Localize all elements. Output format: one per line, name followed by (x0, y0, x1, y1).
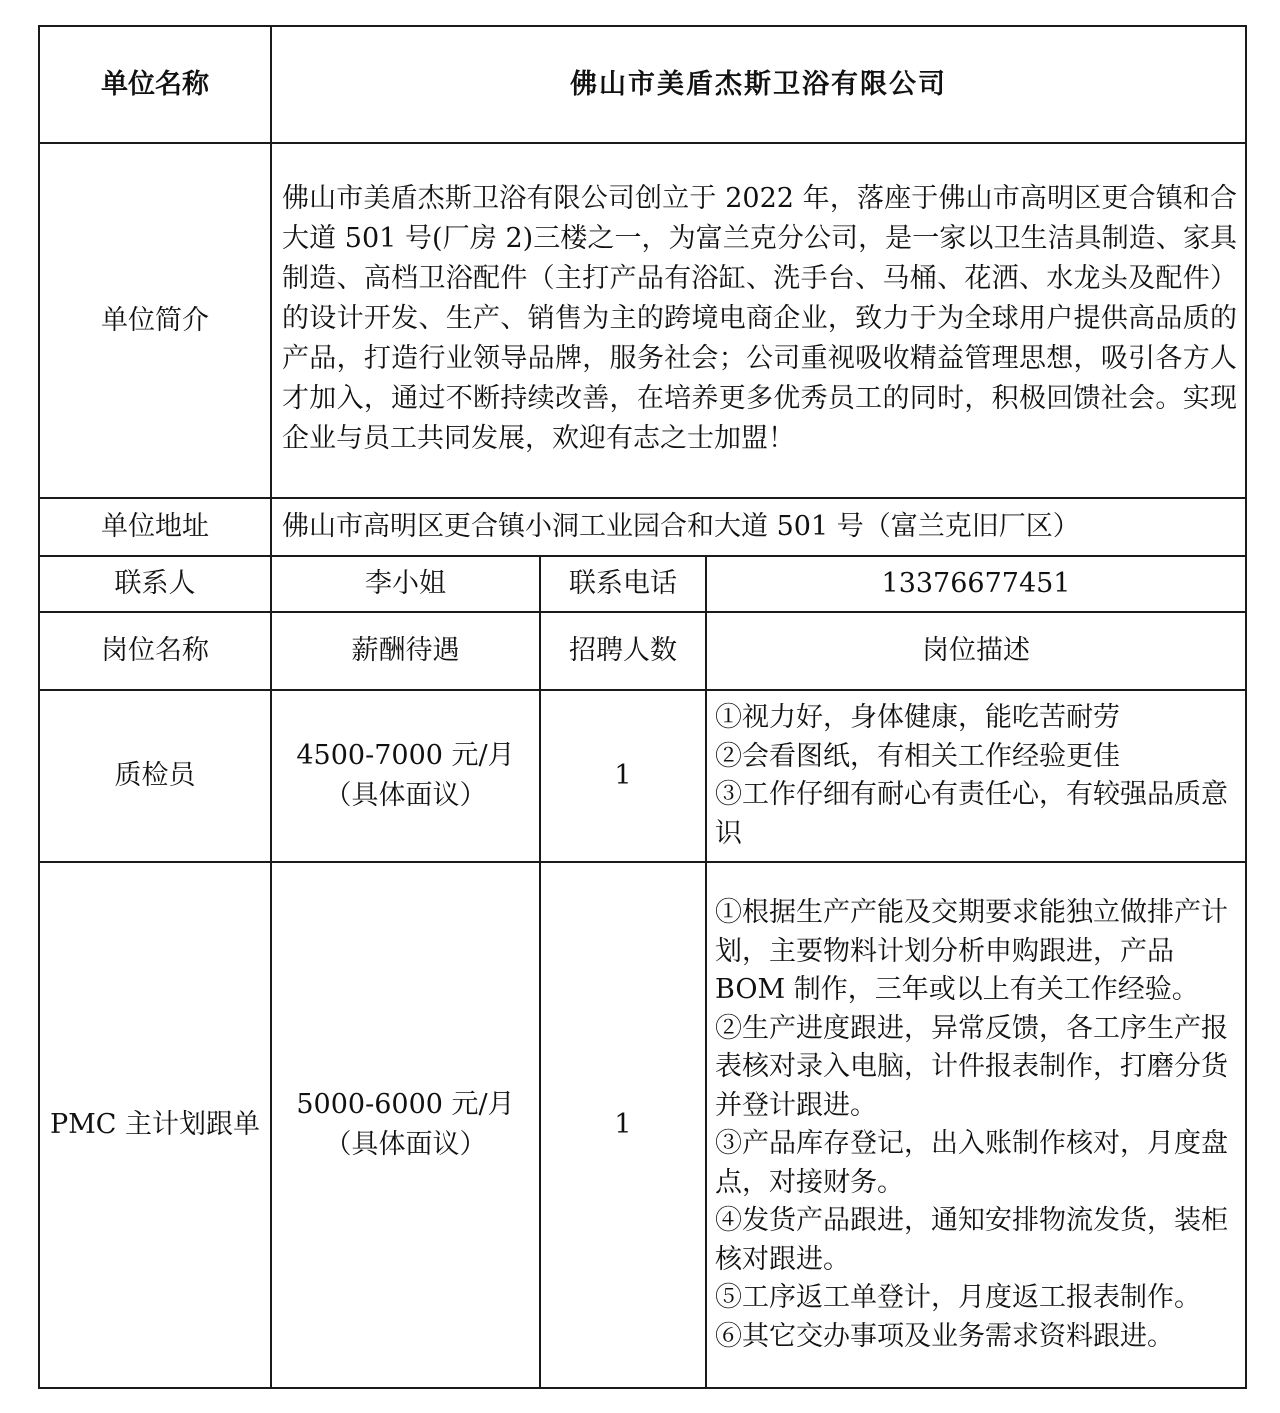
salary-note: （具体面议） (324, 1129, 487, 1160)
job-position: PMC 主计划跟单 (39, 862, 271, 1388)
salary-note: （具体面议） (324, 780, 487, 811)
job-salary (271, 690, 540, 862)
phone-number: 13376677451 (706, 556, 1246, 612)
description-item: ①根据生产产能及交期要求能独立做排产计划，主要物料计划分析申购跟进，产品 BOM 制作，三年或以上有关工作经验。 (715, 897, 1228, 1005)
job-description (706, 862, 1246, 1388)
company-row (39, 26, 1246, 143)
contact-row (39, 556, 1246, 612)
header-position: 岗位名称 (39, 612, 271, 690)
address-value: 佛山市高明区更合镇小洞工业园合和大道 501 号（富兰克旧厂区） (271, 498, 1246, 556)
header-count: 招聘人数 (540, 612, 706, 690)
description-item: ②生产进度跟进，异常反馈，各工序生产报表核对录入电脑，计件报表制作，打磨分货并登计跟进。 (715, 1012, 1228, 1121)
description-item: ①视力好，身体健康，能吃苦耐劳 (715, 702, 1120, 733)
description-item: ④发货产品跟进，通知安排物流发货，装柜核对跟进。 (715, 1205, 1228, 1275)
description-item: ③工作仔细有耐心有责任心，有较强品质意识 (715, 779, 1228, 849)
phone-label: 联系电话 (540, 556, 706, 612)
header-description: 岗位描述 (706, 612, 1246, 690)
jobs-header-row (39, 612, 1246, 690)
job-count: 1 (540, 862, 706, 1388)
address-row (39, 498, 1246, 556)
salary-range: 4500-7000 元/月 (296, 740, 515, 771)
description-item: ③产品库存登记，出入账制作核对，月度盘点，对接财务。 (715, 1128, 1228, 1198)
job-position: 质检员 (39, 690, 271, 862)
job-salary (271, 862, 540, 1388)
intro-label: 单位简介 (39, 143, 271, 498)
header-salary: 薪酬待遇 (271, 612, 540, 690)
description-item: ⑤工序返工单登计，月度返工报表制作。 (715, 1282, 1201, 1313)
description-item: ②会看图纸，有相关工作经验更佳 (715, 740, 1120, 772)
intro-text: 佛山市美盾杰斯卫浴有限公司创立于 2022 年，落座于佛山市高明区更合镇和合大道 501 号(厂房 2)三楼之一，为富兰克分公司，是一家以卫生洁具制造、家具制造、高档卫浴配件（主打产品有浴缸、洗手台、马桶、花洒、水龙头及配件）的设计开发、生产、销售为主的跨境电商企业，致力于为全球用户提供高品质的产品，打造行业领导品牌，服务社会；公司重视吸收精益管理思想，吸引各方人才加入，通过不断持续改善，在培养更多优秀员工的同时，积极回馈社会。实现企业与员工共同发展，欢迎有志之士加盟！ (271, 143, 1246, 498)
contact-label: 联系人 (39, 556, 271, 612)
company-label: 单位名称 (39, 26, 271, 143)
address-label: 单位地址 (39, 498, 271, 556)
description-item: ⑥其它交办事项及业务需求资料跟进。 (715, 1320, 1174, 1352)
contact-name: 李小姐 (271, 556, 540, 612)
job-row (39, 690, 1246, 862)
company-name: 佛山市美盾杰斯卫浴有限公司 (271, 26, 1246, 143)
recruitment-form-table (38, 25, 1247, 1389)
job-row (39, 862, 1246, 1388)
salary-range: 5000-6000 元/月 (296, 1089, 515, 1120)
intro-row (39, 143, 1246, 498)
job-description (706, 690, 1246, 862)
job-count: 1 (540, 690, 706, 862)
